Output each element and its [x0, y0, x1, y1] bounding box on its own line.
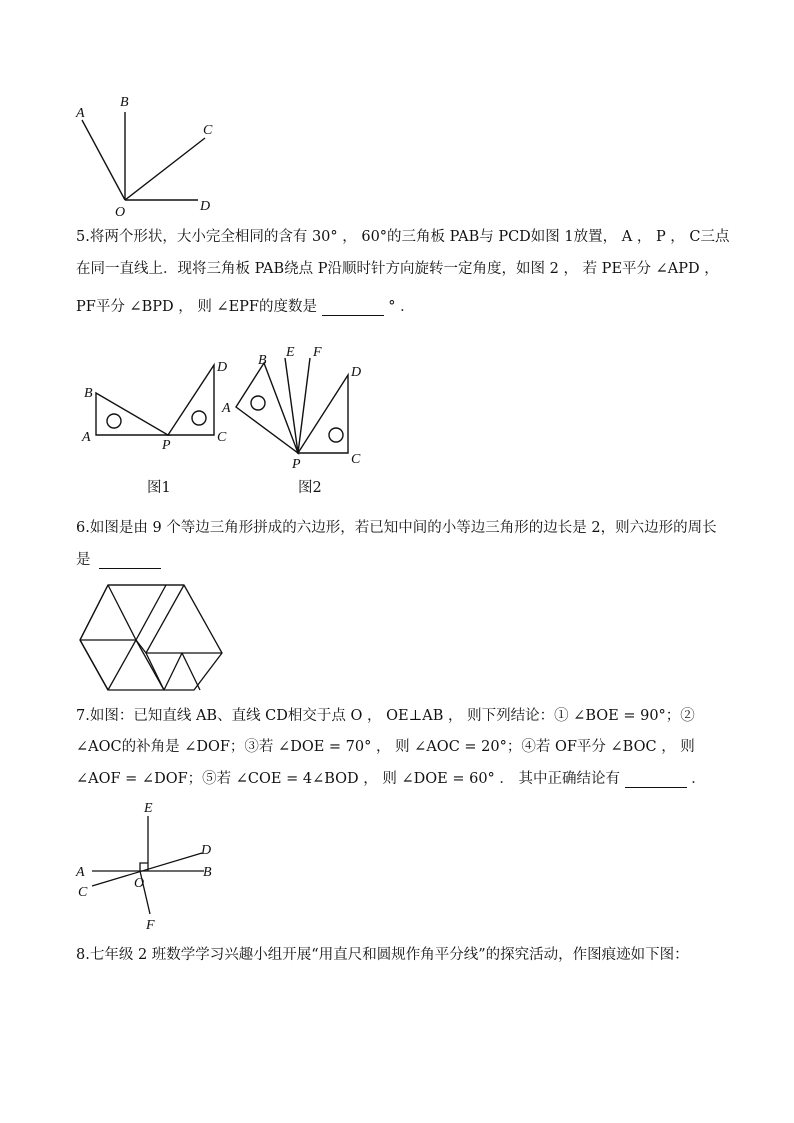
label-c: C: [203, 123, 213, 138]
label-d: D: [200, 199, 211, 214]
label-e: E: [286, 345, 295, 360]
label-e: E: [144, 801, 153, 816]
triangle-pab-rotated: [236, 363, 298, 453]
hexagon-outline: [80, 585, 222, 690]
ray-pf: [298, 358, 310, 453]
label-p: P: [292, 457, 301, 472]
label-a: A: [82, 430, 91, 445]
label-b: B: [120, 95, 129, 110]
label-f: F: [146, 918, 155, 933]
triangle-pcd: [298, 375, 348, 453]
q7-period: ．: [691, 771, 706, 787]
q7-line-2: ∠AOC的补角是 ∠DOF；③若 ∠DOE = 70° ， 则 ∠AOC = 20°；④若 OF平分 ∠BOC ， 则: [76, 739, 695, 755]
q5-unit: ° ．: [388, 299, 415, 315]
q5-line-3: [76, 300, 415, 316]
q8-line-1: 8.七年级 2 班数学学习兴趣小组开展“用直尺和圆规作角平分线”的探究活动，作图痕迹如下图：: [76, 947, 689, 963]
label-b: B: [84, 386, 93, 401]
q7-intersecting-lines-figure: [72, 796, 232, 936]
label-o: O: [115, 205, 126, 220]
q5-line-1: 5.将两个形状，大小完全相同的含有 30° ， 60°的三角板 PAB与 PCD如图 1放置， A ， P ， C三点: [76, 229, 730, 245]
q5-answer-blank: [322, 300, 384, 316]
hole-circle: [251, 396, 265, 410]
label-o: O: [134, 876, 145, 891]
label-b: B: [203, 865, 212, 880]
label-d: D: [201, 843, 212, 858]
label-c: C: [78, 885, 88, 900]
label-a: A: [76, 865, 85, 880]
fig2-caption: 图2: [298, 480, 322, 496]
q6-answer-blank: [99, 553, 161, 569]
label-p: P: [162, 438, 171, 453]
line-cd: [92, 853, 202, 886]
label-a: A: [222, 401, 231, 416]
label-a: A: [76, 106, 85, 121]
label-f: F: [313, 345, 322, 360]
q6-question-text: 是: [76, 552, 91, 568]
fig1-caption: 图1: [147, 480, 171, 496]
hole-circle: [192, 411, 206, 425]
ray-oa: [82, 120, 125, 200]
label-b: B: [258, 353, 267, 368]
label-d: D: [351, 365, 362, 380]
q6-hexagon-figure: [74, 580, 229, 695]
q6-line-1: 6.如图是由 9 个等边三角形拼成的六边形，若已知中间的小等边三角形的边长是 2，则六边形的周长: [76, 520, 717, 536]
q5-question-text: PF平分 ∠BPD ， 则 ∠EPF的度数是: [76, 299, 317, 315]
hole-circle: [329, 428, 343, 442]
ray-pe: [285, 358, 298, 453]
q6-line-2: [76, 553, 161, 569]
hole-circle: [107, 414, 121, 428]
q7-line-3: [76, 772, 706, 788]
label-d: D: [217, 360, 228, 375]
triangle-pcd: [168, 365, 214, 435]
q5-figure-2: [218, 340, 378, 475]
ray-oc: [125, 138, 205, 200]
q5-figure-1: [78, 355, 238, 455]
label-c: C: [217, 430, 227, 445]
label-c: C: [351, 452, 361, 467]
q5-line-2: 在同一直线上．现将三角板 PAB绕点 P沿顺时针方向旋转一定角度，如图 2 ， 若 PE平分 ∠APD ，: [76, 261, 719, 277]
figure-rays-from-o: [70, 90, 230, 220]
q7-question-text: ∠AOF = ∠DOF；⑤若 ∠COE = 4∠BOD ， 则 ∠DOE = 60° ． 其中正确结论有: [76, 771, 621, 787]
q7-answer-blank: [625, 772, 687, 788]
q7-line-1: 7.如图：已知直线 AB、直线 CD相交于点 O ， OE⊥AB ， 则下列结论：① ∠BOE = 90°；②: [76, 708, 695, 724]
triangle-pab: [96, 393, 168, 435]
